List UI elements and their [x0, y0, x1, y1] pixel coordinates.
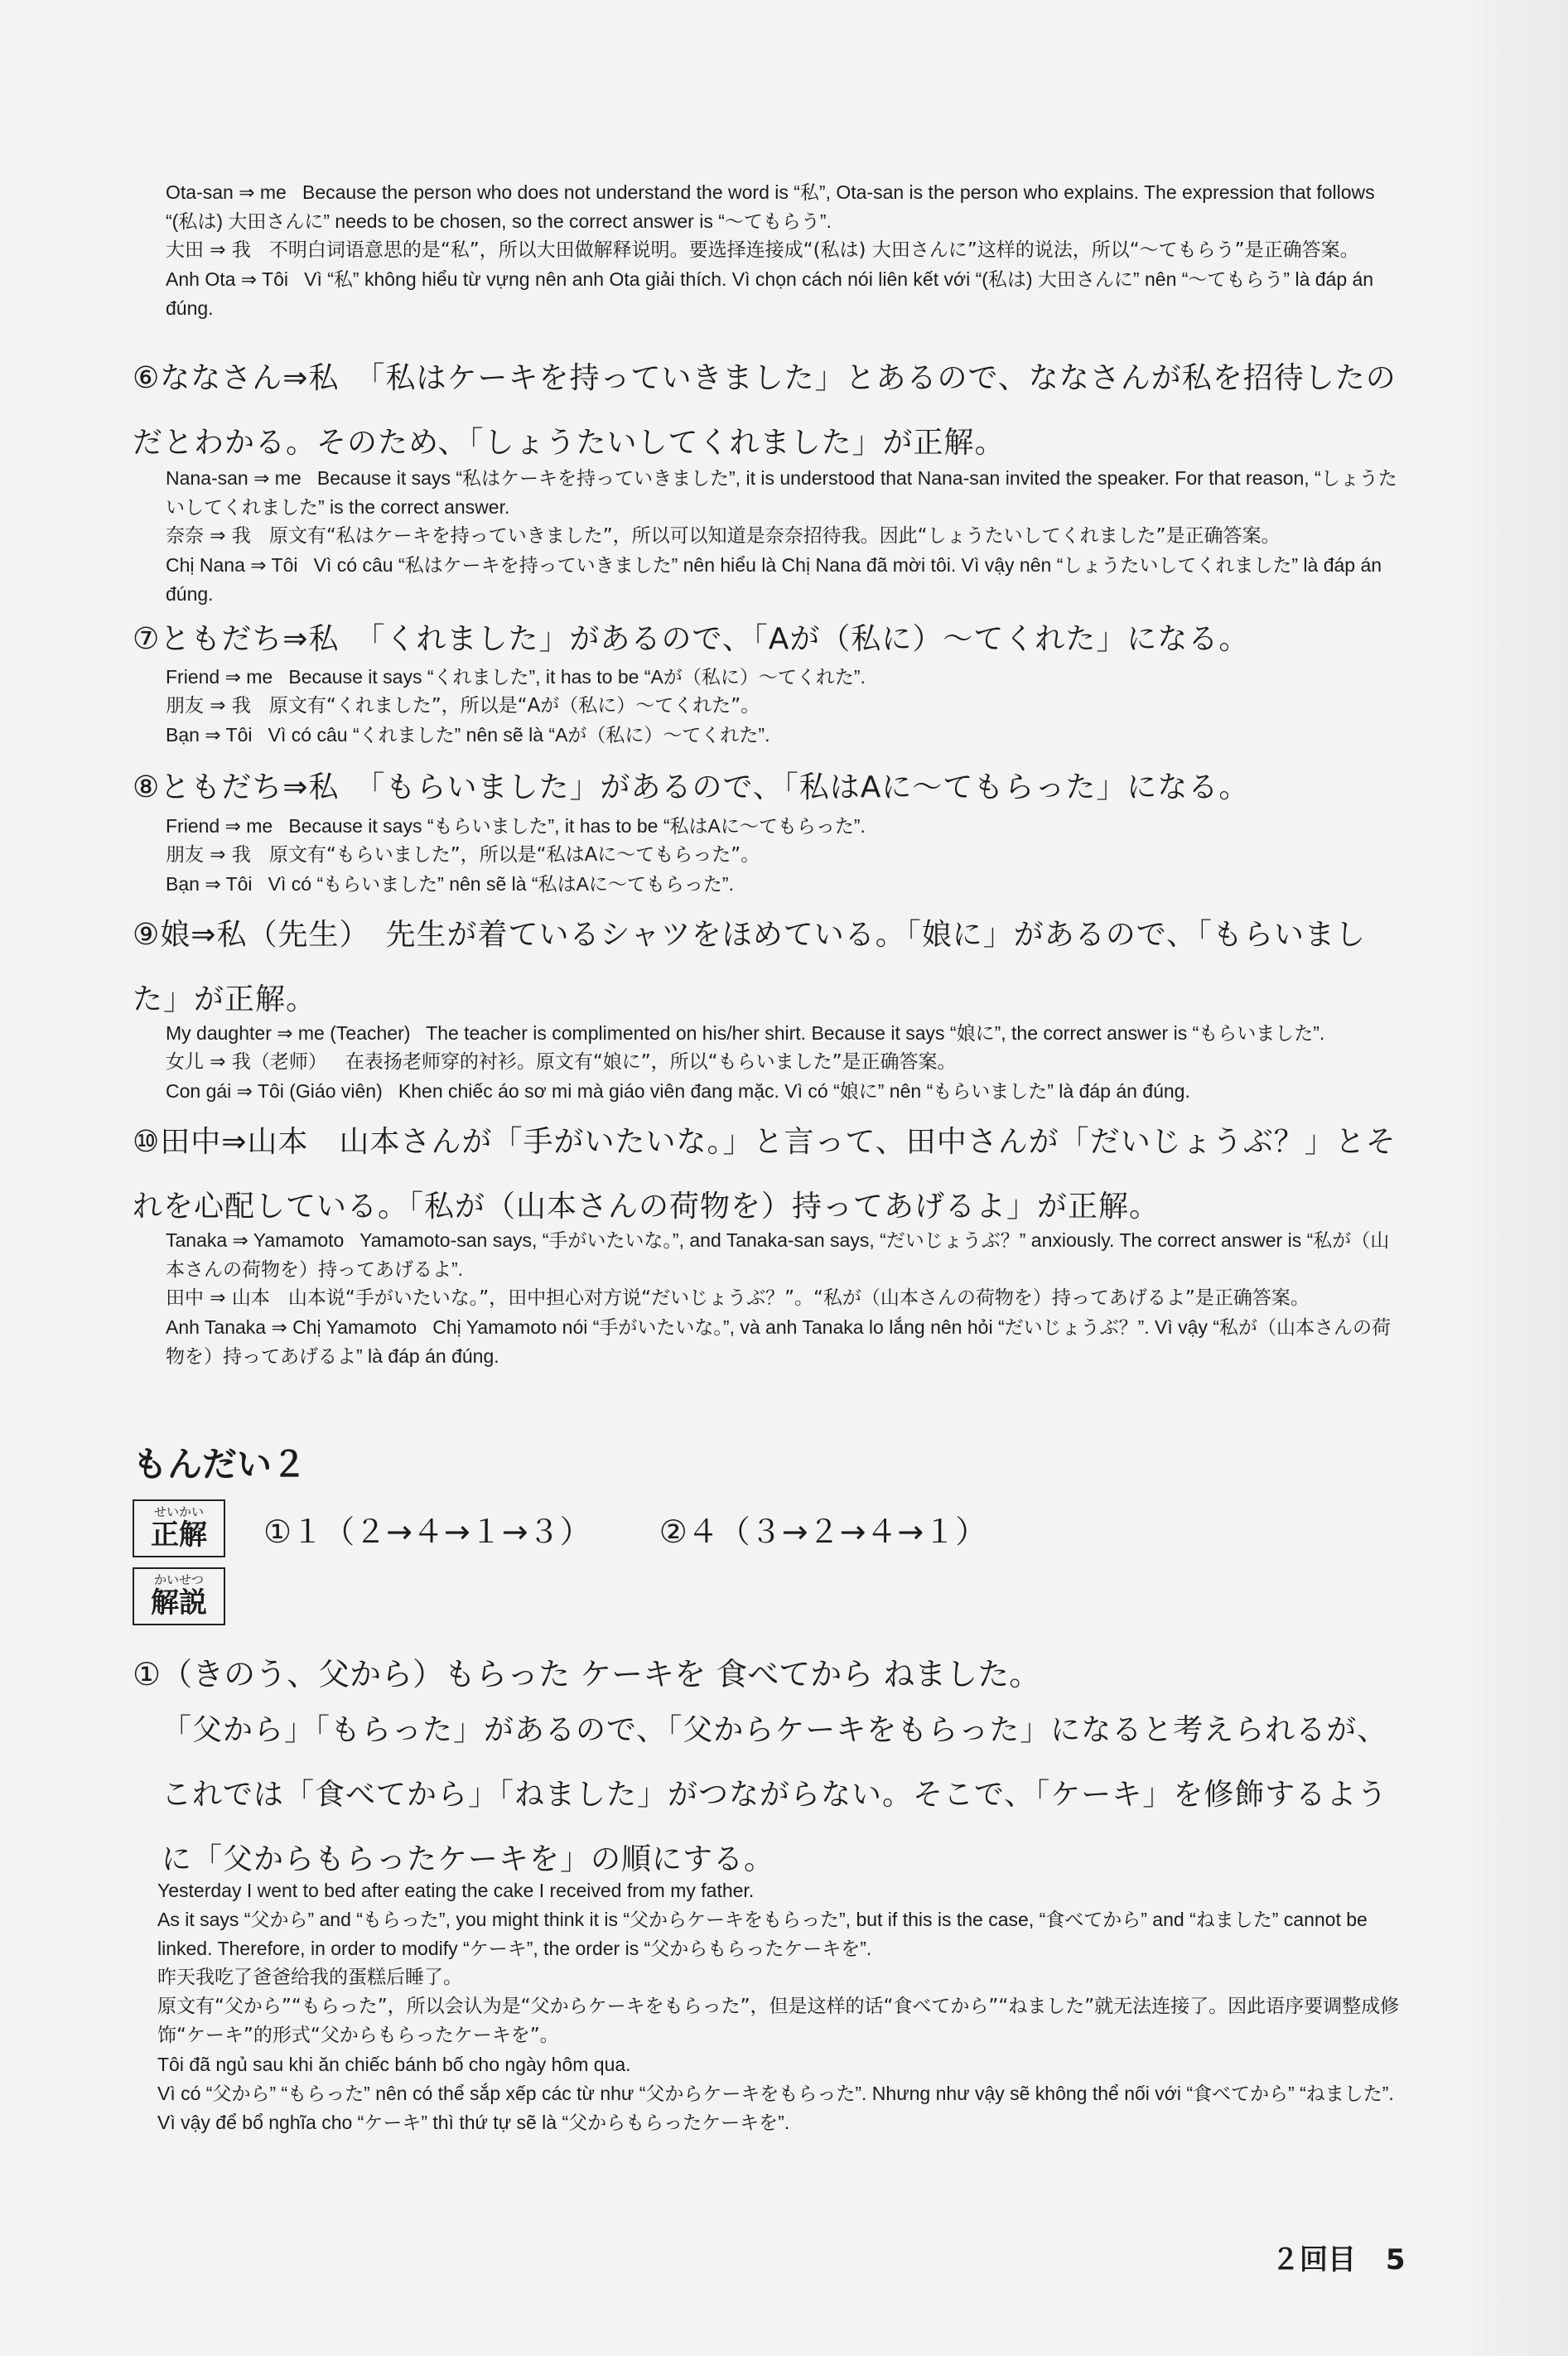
- page-folio: [1271, 2237, 1406, 2277]
- explanation-block-7-translations: [166, 663, 1400, 750]
- explanation-block-9: [133, 903, 1400, 1032]
- explanation-zh: 女儿 ⇒ 我（老师） 在表扬老师穿的衬衫。原文有“娘に”，所以“もらいました”是正确答案。: [166, 1051, 957, 1073]
- explanation-en: Friend ⇒ me Because it says “もらいました”, it has to be “私はAに〜てもらった”.: [166, 815, 866, 837]
- answer-label: 正解: [151, 1518, 207, 1552]
- explanation-label-box: [133, 1567, 225, 1625]
- explanation-jp: ⑥ななさん⇒私 「私はケーキを持っていきました」とあるので、ななさんが私を招待したのだとわかる。そのため、「しょうたいしてくれました」が正解。: [133, 361, 1397, 460]
- explanation-jp: ⑧ともだち⇒私 「もらいました」があるので、「私はAに〜てもらった」になる。: [133, 770, 1250, 804]
- explanation-block-8: [133, 756, 1400, 820]
- explanation-jp: 「父から」「もらった」があるので、「父からケーキをもらった」になると考えられるが、これでは「食べてから」「ねました」がつながらない。そこで、「ケーキ」を修飾するように「父からもらったケーキを」の順にする。: [162, 1713, 1388, 1876]
- explanation-vi: Con gái ⇒ Tôi (Giáo viên) Khen chiếc áo sơ mi mà giáo viên đang mặc. Vì có “娘に” nên “もらいました” là đáp án đúng.: [166, 1080, 1190, 1102]
- translation-vi-1: Tôi đã ngủ sau khi ăn chiếc bánh bố cho ngày hôm qua.: [157, 2054, 631, 2075]
- explanation-jp: ⑨娘⇒私（先生） 先生が着ているシャツをほめている。「娘に」があるので、「もらいました」が正解。: [133, 918, 1366, 1016]
- explanation-zh: 朋友 ⇒ 我 原文有“もらいました”，所以是“私はAに〜てもらった”。: [166, 844, 760, 866]
- explanation-zh: 大田 ⇒ 我 不明白词语意思的是“私”，所以大田做解释说明。要选择连接成“(私は) 大田さんに”这样的说法，所以“〜てもらう”是正确答案。: [166, 239, 1359, 261]
- answer-label-ruby: せいかい: [153, 1504, 204, 1519]
- explanation-zh: 朋友 ⇒ 我 原文有“くれました”，所以是“Aが（私に）〜てくれた”。: [166, 695, 760, 717]
- explanation-block-10: [133, 1110, 1400, 1239]
- explanation-block-10-translations: [166, 1226, 1400, 1371]
- explanation-zh: 田中 ⇒ 山本 山本说“手がいたいな。”，田中担心对方说“だいじょうぶ？”。“私が（山本さんの荷物を）持ってあげるよ”是正确答案。: [166, 1287, 1310, 1309]
- question-1-explanation: [162, 1698, 1400, 1892]
- explanation-vi: Anh Ota ⇒ Tôi Vì “私” không hiểu từ vựng nên anh Ota giải thích. Vì chọn cách nói liên kết với “(私は) 大田さんに” nên “〜てもらう” là đáp án đúng.: [166, 268, 1379, 319]
- explanation-block-9-translations: [166, 1019, 1400, 1106]
- question-1-sentence: ①（きのう、父から）もらった ケーキを 食べてから ねました。: [133, 1656, 1041, 1692]
- explanation-en: Nana-san ⇒ me Because it says “私はケーキを持っていきました”, it is understood that Nana-san invited the speaker. For that reason, “しょうたいしてくれました” is the correct answer.: [166, 467, 1397, 518]
- translation-en-1: Yesterday I went to bed after eating the cake I received from my father.: [157, 1880, 755, 1901]
- explanation-block-8-translations: [166, 812, 1400, 899]
- answer-2: ②４（３→２→４→１）: [659, 1514, 987, 1550]
- answer-label-box: [133, 1499, 225, 1557]
- explanation-jp: ⑩田中⇒山本 山本さんが「手がいたいな。」と言って、田中さんが「だいじょうぶ？」とそれを心配している。「私が（山本さんの荷物を）持ってあげるよ」が正解。: [133, 1125, 1397, 1224]
- explanation-block-6: [133, 346, 1400, 476]
- answer-list: [263, 1506, 1045, 1552]
- explanation-en: Friend ⇒ me Because it says “くれました”, it has to be “Aが（私に）〜てくれた”.: [166, 666, 866, 688]
- explanation-vi: Bạn ⇒ Tôi Vì có câu “くれました” nên sẽ là “Aが（私に）〜てくれた”.: [166, 724, 770, 746]
- round-label: ２回目: [1271, 2243, 1356, 2276]
- translation-vi-2: Vì có “父から” “もらった” nên có thể sắp xếp các từ như “父からケーキをもらった”. Nhưng như vậy sẽ không thể nối với “食べてから” “ねました”. Vì vậy để bổ nghĩa cho “ケーキ” thì thứ tự sẽ là “父からもらったケーキを”.: [157, 2083, 1400, 2133]
- translation-zh-1: 昨天我吃了爸爸给我的蛋糕后睡了。: [157, 1967, 462, 1988]
- explanation-block-5: [166, 178, 1400, 323]
- question-1-translations: [157, 1876, 1400, 2137]
- answer-1: ①１（２→４→１→３）: [263, 1514, 591, 1550]
- section-heading: もんだい２: [133, 1444, 307, 1485]
- page-number: 5: [1385, 2243, 1406, 2276]
- explanation-vi: Chị Nana ⇒ Tôi Vì có câu “私はケーキを持っていきました” nên hiểu là Chị Nana đã mời tôi. Vì vậy nên “しょうたいしてくれました” là đáp án đúng.: [166, 554, 1387, 605]
- explanation-label: 解説: [151, 1586, 207, 1620]
- translation-en-2: As it says “父から” and “もらった”, you might think it is “父からケーキをもらった”, but if this is the case, “食べてから” and “ねました” cannot be linked. Therefore, in order to modify “ケーキ”, the order is “父からもらったケーキを”.: [157, 1909, 1373, 1959]
- explanation-label-ruby: かいせつ: [153, 1572, 204, 1587]
- explanation-jp: ⑦ともだち⇒私 「くれました」があるので、「Aが（私に）〜てくれた」になる。: [133, 622, 1250, 656]
- explanation-en: My daughter ⇒ me (Teacher) The teacher is complimented on his/her shirt. Because it says “娘に”, the correct answer is “もらいました”.: [166, 1022, 1325, 1044]
- explanation-zh: 奈奈 ⇒ 我 原文有“私はケーキを持っていきました”，所以可以知道是奈奈招待我。因此“しょうたいしてくれました”是正确答案。: [166, 525, 1281, 547]
- explanation-block-6-translations: [166, 464, 1400, 609]
- explanation-en: Ota-san ⇒ me Because the person who does not understand the word is “私”, Ota-san is the person who explains. The expression that follows “(私は) 大田さんに” needs to be chosen, so the correct answer is “〜てもらう”.: [166, 181, 1381, 232]
- explanation-vi: Anh Tanaka ⇒ Chị Yamamoto Chị Yamamoto nói “手がいたいな。”, và anh Tanaka lo lắng nên hỏi “だいじょうぶ？”. Vì vậy “私が（山本さんの荷物を）持ってあげるよ” là đáp án đúng.: [166, 1316, 1392, 1367]
- page-shadow: [1452, 0, 1568, 2356]
- explanation-vi: Bạn ⇒ Tôi Vì có “もらいました” nên sẽ là “私はAに〜てもらった”.: [166, 873, 734, 895]
- explanation-en: Tanaka ⇒ Yamamoto Yamamoto-san says, “手がいたいな。”, and Tanaka-san says, “だいじょうぶ？” anxiously. The correct answer is “私が（山本さんの荷物を）持ってあげるよ”.: [166, 1229, 1390, 1280]
- translation-zh-2: 原文有“父から”“もらった”，所以会认为是“父からケーキをもらった”，但是这样的话“食べてから”“ねました”就无法连接了。因此语序要调整成修饰“ケーキ”的形式“父からもらったケーキを”。: [157, 1996, 1400, 2046]
